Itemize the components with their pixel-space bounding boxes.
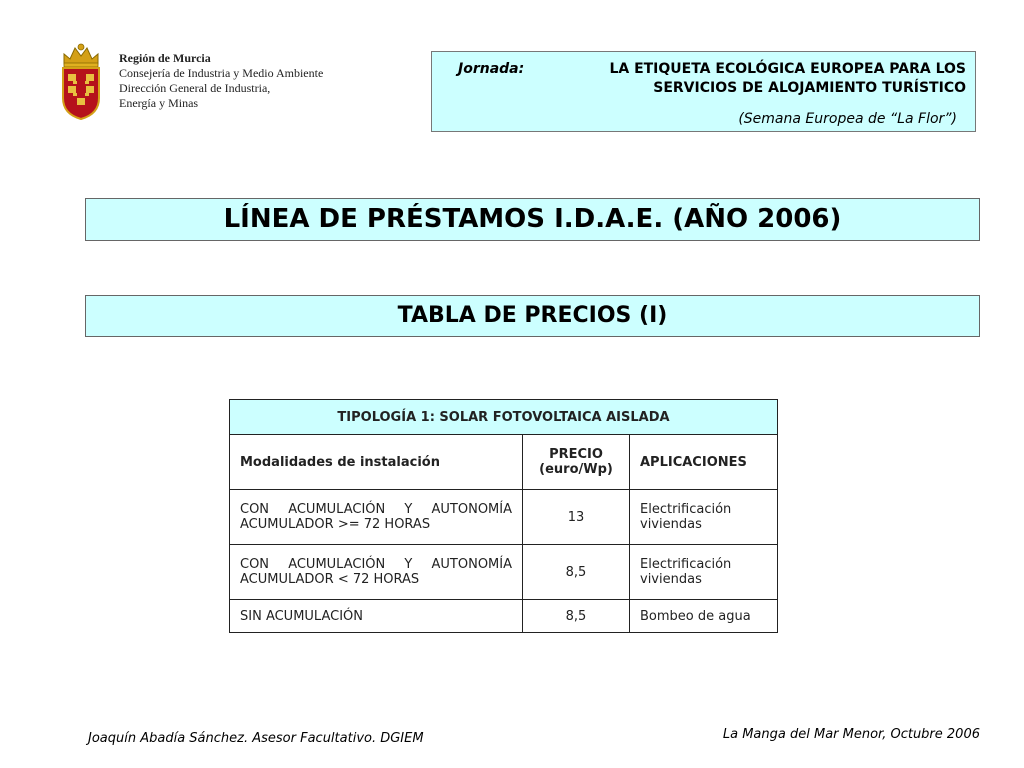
application-line2: viviendas [640, 572, 702, 587]
event-box [431, 51, 976, 132]
table-header-row [230, 435, 778, 490]
application-line1: Electrificación [640, 557, 732, 572]
table-row [230, 490, 778, 545]
table-row [230, 600, 778, 633]
application-line1: Electrificación [640, 502, 732, 517]
table-row [230, 545, 778, 600]
row-price: 8,5 [523, 545, 630, 600]
event-label: Jornada: [458, 61, 525, 77]
event-subtitle: (Semana Europea de “La Flor”) [738, 111, 957, 127]
column-header-applications: APLICACIONES [630, 435, 778, 490]
footer-author: Joaquín Abadía Sánchez. Asesor Facultativo. DGIEM [88, 731, 424, 746]
column-header-price [523, 435, 630, 490]
event-title-line2: SERVICIOS DE ALOJAMIENTO TURÍSTICO [653, 80, 966, 96]
application-line2: viviendas [640, 517, 702, 532]
page-title-banner: LÍNEA DE PRÉSTAMOS I.D.A.E. (AÑO 2006) [85, 198, 980, 241]
department-line: Consejería de Industria y Medio Ambiente [119, 66, 324, 80]
row-application [630, 490, 778, 545]
row-application: Bombeo de agua [630, 600, 778, 633]
footer-place-date: La Manga del Mar Menor, Octubre 2006 [722, 727, 980, 742]
price-header-line2: (euro/Wp) [539, 462, 613, 477]
table-title: TIPOLOGÍA 1: SOLAR FOTOVOLTAICA AISLADA [230, 400, 778, 435]
price-table [229, 399, 778, 633]
event-title-line1: LA ETIQUETA ECOLÓGICA EUROPEA PARA LOS [609, 61, 966, 77]
directorate-line: Dirección General de Industria, [119, 81, 271, 95]
column-header-modes: Modalidades de instalación [230, 435, 523, 490]
region-murcia-crest-logo [58, 42, 104, 120]
organization-header [119, 51, 323, 111]
row-mode: CON ACUMULACIÓN Y AUTONOMÍA ACUMULADOR >= 72 HORAS [230, 490, 523, 545]
row-application [630, 545, 778, 600]
energy-line: Energía y Minas [119, 96, 199, 110]
section-title-banner: TABLA DE PRECIOS (I) [85, 295, 980, 337]
table-title-row [230, 400, 778, 435]
row-mode: SIN ACUMULACIÓN [230, 600, 523, 633]
row-price: 8,5 [523, 600, 630, 633]
region-name: Región de Murcia [119, 51, 211, 65]
row-price: 13 [523, 490, 630, 545]
row-mode: CON ACUMULACIÓN Y AUTONOMÍA ACUMULADOR < 72 HORAS [230, 545, 523, 600]
price-header-line1: PRECIO [549, 447, 603, 462]
